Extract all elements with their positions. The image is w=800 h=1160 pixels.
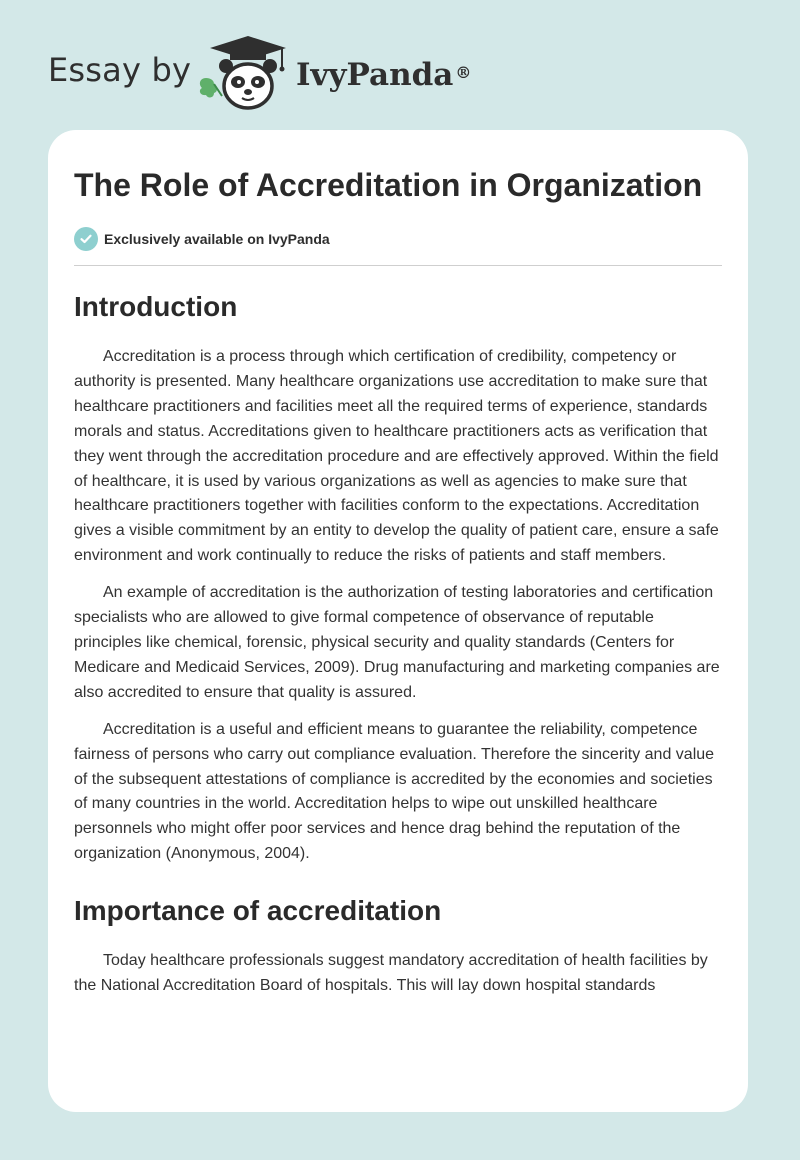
brand-logo-text[interactable]: [296, 55, 471, 95]
essay-by-label: Essay by: [48, 51, 192, 89]
site-header: [0, 0, 800, 120]
paragraph: An example of accreditation is the authorization of testing laboratories and certification specialists who are allowed to give formal competence of observance of reputable principles like chemical, forensic, physical security and quality standards (Centers for Medicare and Medicaid Services, 2009). Drug manufacturing and marketing companies are also accredited to ensure that quality is assured.: [74, 584, 720, 701]
title-divider: [74, 265, 722, 266]
section-heading-importance: Importance of accreditation: [74, 895, 442, 927]
registered-mark: ®: [455, 63, 472, 82]
panda-graduate-icon[interactable]: [196, 34, 296, 114]
ivy-leaf-icon: [200, 78, 222, 97]
exclusive-badge-text: Exclusively available on IvyPanda: [104, 231, 330, 247]
brand-name: IvyPanda: [296, 57, 454, 93]
paragraph: Today healthcare professionals suggest mandatory accreditation of health facilities by the National Accreditation Board of hospitals. This will lay down hospital standards: [74, 952, 708, 995]
exclusive-badge: [74, 226, 724, 252]
essay-content: [74, 164, 724, 999]
paragraph: Accreditation is a process through which certification of credibility, competency or authority is presented. Many healthcare organizations use accreditation to make sure that healthcare practitioners and facilities meet all the required terms of experience, standards morals and status. Accreditations given to healthcare practitioners acts as verification that they went through the accreditation procedure and are effectively approved. Within the field of healthcare, it is used by various organizations as well as agencies to make sure that healthcare practitioners together with facilities conform to the expectations. Accreditation gives a visible commitment by an entity to develop the quality of patient care, ensure a safe environment and work continually to reduce the risks of patients and staff members.: [74, 348, 719, 565]
essay-card: [48, 130, 748, 1112]
essay-title: The Role of Accreditation in Organization: [74, 167, 703, 203]
section-heading-introduction: Introduction: [74, 291, 238, 322]
paragraph: Accreditation is a useful and efficient means to guarantee the reliability, competence fairness of persons who carry out compliance evaluation. Therefore the sincerity and value of the subsequent attestations of compliance is accredited by the economies and societies of many countries in the world. Accreditation helps to wipe out unskilled healthcare personnels who might offer poor services and hence drag behind the reputation of the organization (Anonymous, 2004).: [74, 720, 715, 863]
check-circle-icon: [74, 227, 98, 251]
